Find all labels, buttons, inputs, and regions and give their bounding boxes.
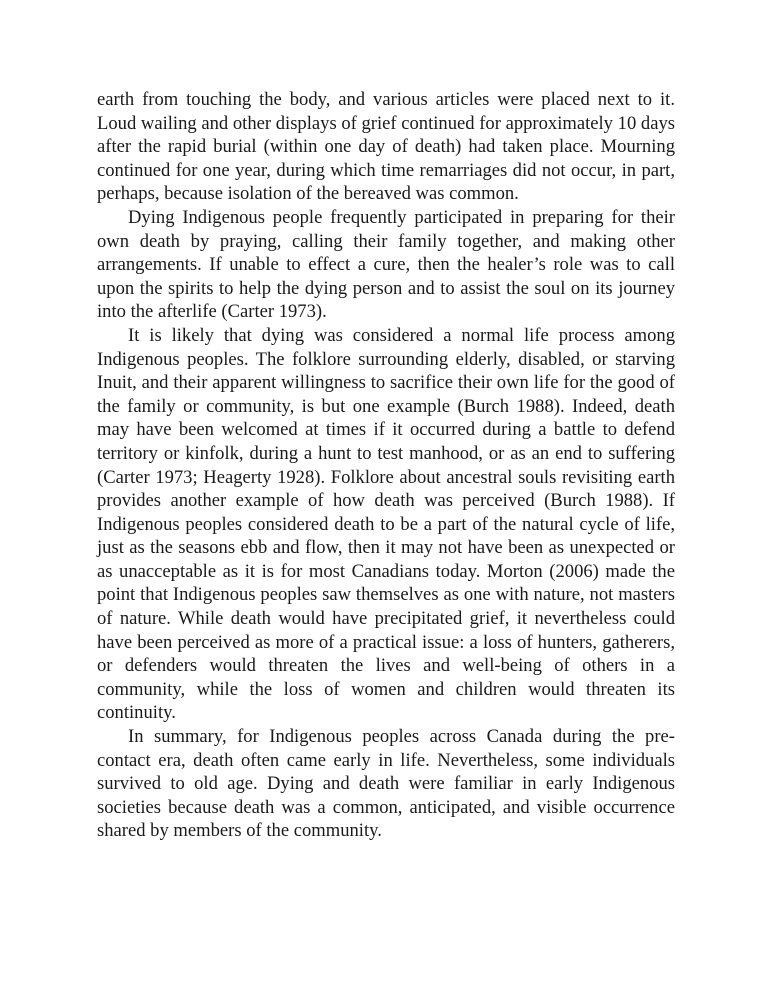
paragraph-normal-life-process: It is likely that dying was considered a normal life process among Indigenous peoples. The folklore surrounding elderly, disabled, or starving Inuit, and their apparent willingness to sacrifice their own life for the good of the family or community, is but one example (Burch 1988). Indeed, death may have been welcomed at times if it occurred during a battle to defend territory or kinfolk, during a hunt to test manhood, or as an end to suffering (Carter 1973; Heagerty 1928). Folklore about ancestral souls revisiting earth provides another example of how death was perceived (Burch 1988). If Indigenous peoples considered death to be a part of the natural cycle of life, just as the seasons ebb and flow, then it may not have been as unexpected or as unacceptable as it is for most Canadians today. Morton (2006) made the point that Indigenous peoples saw themselves as one with nature, not masters of nature. While death would have precipitated grief, it nevertheless could have been perceived as more of a practical issue: a loss of hunters, gatherers, or defenders would threaten the lives and well-being of others in a community, while the loss of women and children would threaten its continuity. [97,324,675,724]
document-body [97,88,675,843]
paragraph-continuation: earth from touching the body, and various articles were placed next to it. Loud wailing and other displays of grief continued for approximately 10 days after the rapid burial (within one day of death) had taken place. Mourning continued for one year, during which time remarriages did not occur, in part, perhaps, because isolation of the bereaved was common. [97,89,675,205]
paragraph-dying-preparation: Dying Indigenous people frequently participated in preparing for their own death by praying, calling their family together, and making other arrangements. If unable to effect a cure, then the healer’s role was to call upon the spirits to help the dying person and to assist the soul on its journey into the afterlife (Carter 1973). [97,206,675,323]
paragraph-summary: In summary, for Indigenous peoples across Canada during the pre-contact era, death often came early in life. Nevertheless, some individuals survived to old age. Dying and death were familiar in early Indigenous societies because death was a common, anticipated, and visible occurrence shared by members of the community. [97,726,675,842]
